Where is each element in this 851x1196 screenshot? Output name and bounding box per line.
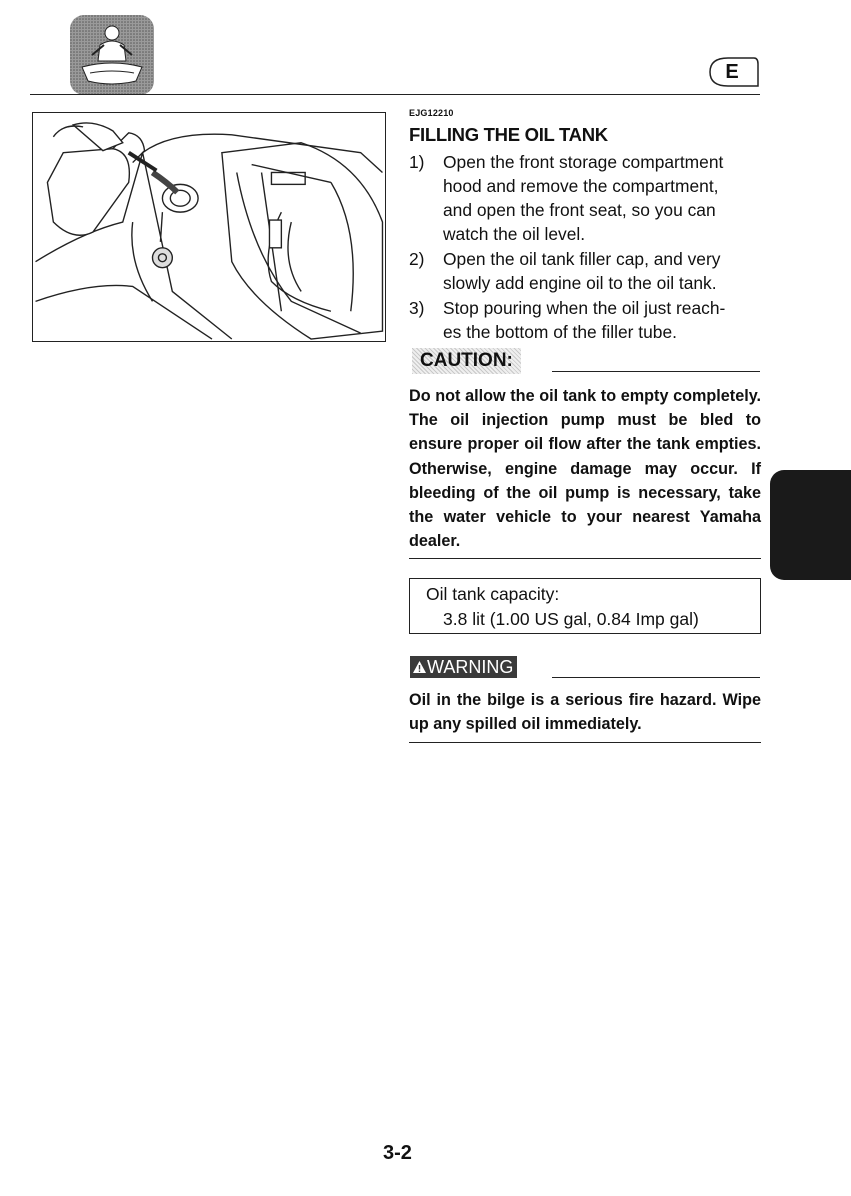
warning-bottom-rule bbox=[409, 742, 761, 743]
chapter-tab bbox=[770, 470, 851, 580]
step-1-line: watch the oil level. bbox=[443, 224, 586, 244]
language-badge-text: E bbox=[725, 61, 739, 83]
step-1-line: Open the front storage compartment bbox=[443, 152, 724, 172]
section-title: FILLING THE OIL TANK bbox=[409, 124, 608, 145]
step-1-line: hood and remove the compartment, bbox=[443, 176, 719, 196]
step-3 bbox=[409, 296, 761, 344]
warning-label-text: WARNING bbox=[427, 657, 514, 677]
watercraft-rider-icon bbox=[70, 15, 154, 95]
caution-rule bbox=[552, 371, 760, 372]
step-1 bbox=[409, 150, 761, 246]
warning-rule bbox=[552, 677, 760, 678]
step-1-text bbox=[443, 150, 761, 246]
warning-triangle-icon bbox=[412, 660, 427, 674]
step-2-text bbox=[443, 247, 761, 295]
header-rule bbox=[30, 94, 760, 95]
step-2 bbox=[409, 247, 761, 295]
capacity-label: Oil tank capacity: bbox=[426, 584, 560, 604]
caution-text: Do not allow the oil tank to empty completely. The oil injection pump must be bled to ensure proper oil flow after the tank empties. Otherwise, engine damage may occur. If bleeding of the oil pump is necessary, take the water vehicle to your nearest Yamaha dealer. bbox=[409, 387, 761, 551]
step-3-line: Stop pouring when the oil just reach- bbox=[443, 298, 726, 318]
step-2-line: Open the oil tank filler cap, and very bbox=[443, 249, 721, 269]
step-3-number: 3) bbox=[409, 298, 425, 318]
capacity-value: 3.8 lit (1.00 US gal, 0.84 Imp gal) bbox=[443, 609, 699, 629]
caution-bottom-rule bbox=[409, 558, 761, 559]
step-1-line: and open the front seat, so you can bbox=[443, 200, 716, 220]
step-2-number: 2) bbox=[409, 249, 425, 269]
step-2-line: slowly add engine oil to the oil tank. bbox=[443, 273, 717, 293]
step-3-line: es the bottom of the filler tube. bbox=[443, 322, 677, 342]
step-1-number: 1) bbox=[409, 152, 425, 172]
caution-label: CAUTION: bbox=[412, 348, 521, 374]
oil-filling-illustration bbox=[32, 112, 386, 342]
warning-label bbox=[410, 656, 517, 678]
warning-text: Oil in the bilge is a serious fire hazard. Wipe up any spilled oil immediately. bbox=[409, 691, 761, 733]
section-code: EJG12210 bbox=[409, 108, 454, 118]
page-number: 3-2 bbox=[383, 1142, 412, 1164]
step-3-text bbox=[443, 296, 761, 344]
